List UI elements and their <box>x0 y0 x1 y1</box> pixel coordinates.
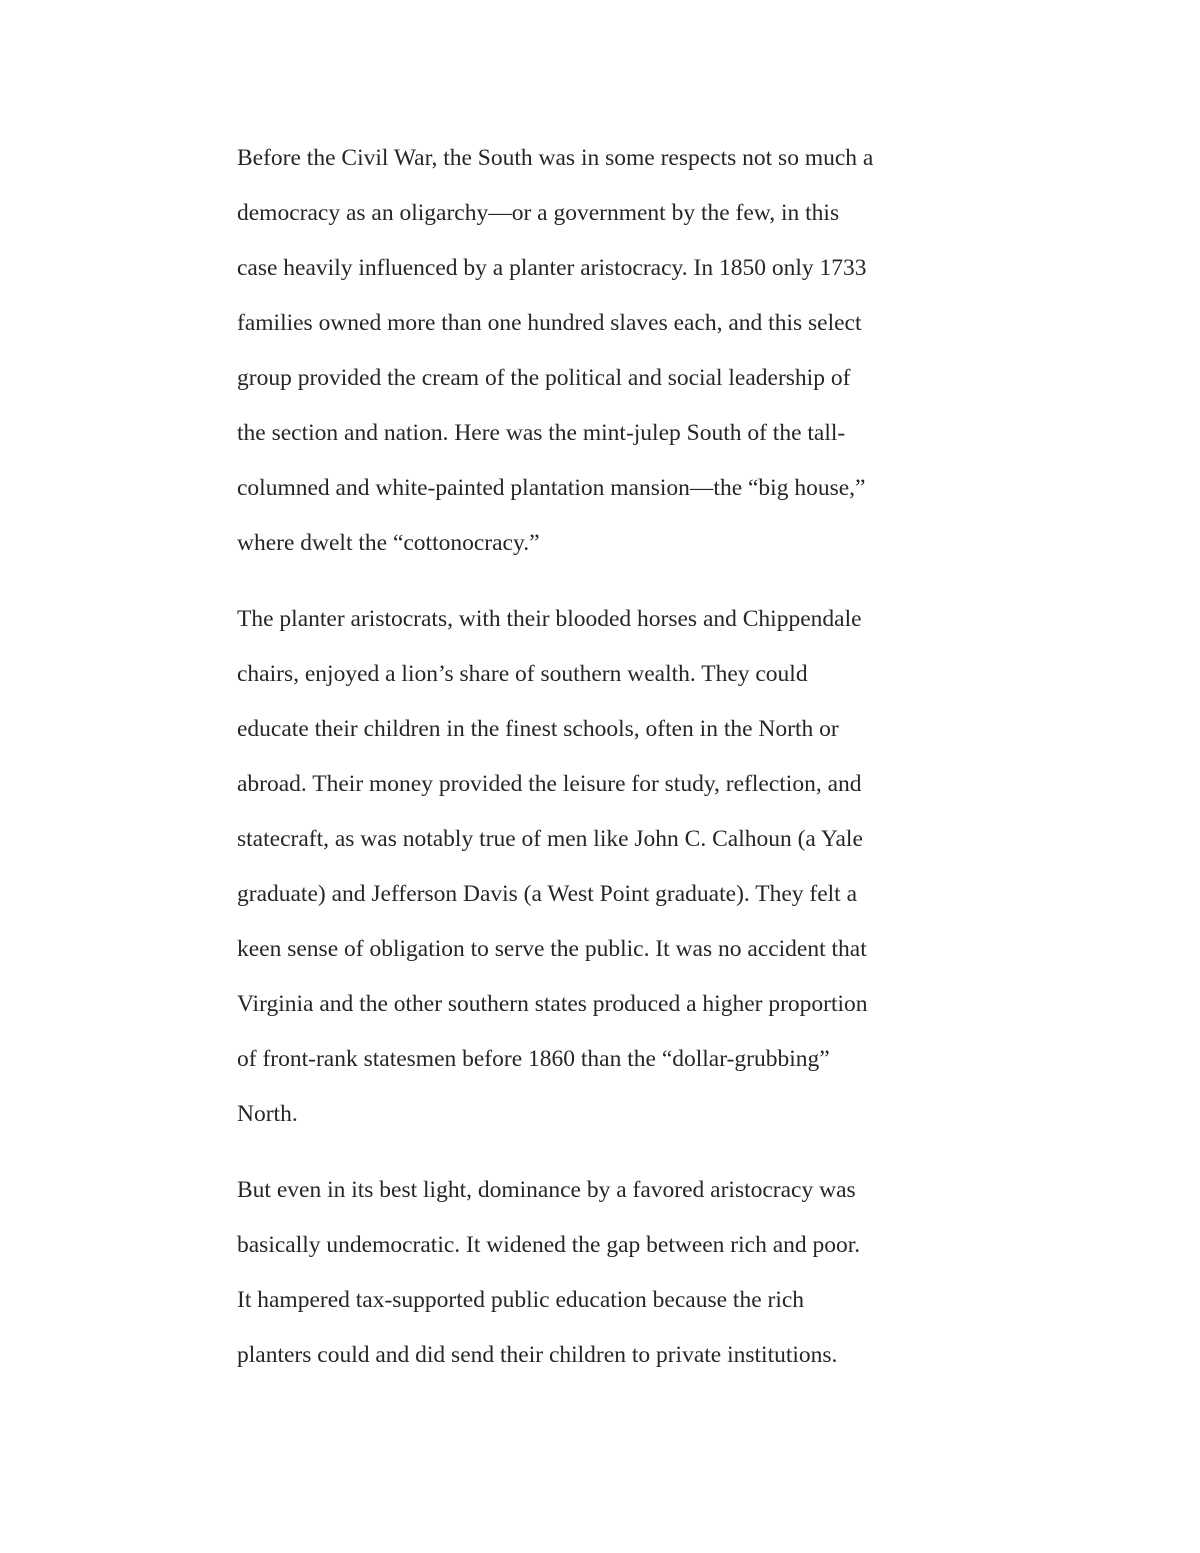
paragraph-2 <box>237 592 977 1142</box>
text-line: democracy as an oligarchy—or a government by the few, in this <box>237 200 840 226</box>
text-line: graduate) and Jefferson Davis (a West Point graduate). They felt a <box>237 881 857 907</box>
text-line: Virginia and the other southern states produced a higher proportion <box>237 991 868 1017</box>
text-line: group provided the cream of the political and social leadership of <box>237 365 851 391</box>
text-line: the section and nation. Here was the mint-julep South of the tall- <box>237 420 846 446</box>
text-line: where dwelt the “cottonocracy.” <box>237 530 540 556</box>
text-line: Before the Civil War, the South was in some respects not so much a <box>237 145 874 171</box>
text-line: families owned more than one hundred slaves each, and this select <box>237 310 862 336</box>
text-line: planters could and did send their children to private institutions. <box>237 1342 838 1368</box>
text-line: case heavily influenced by a planter aristocracy. In 1850 only 1733 <box>237 255 867 281</box>
text-line: basically undemocratic. It widened the gap between rich and poor. <box>237 1232 861 1258</box>
text-line: educate their children in the finest schools, often in the North or <box>237 716 839 742</box>
text-line: It hampered tax-supported public education because the rich <box>237 1287 805 1313</box>
paragraph-3 <box>237 1163 977 1383</box>
text-line: abroad. Their money provided the leisure for study, reflection, and <box>237 771 862 797</box>
text-line: of front-rank statesmen before 1860 than the “dollar-grubbing” <box>237 1046 830 1072</box>
text-line: statecraft, as was notably true of men like John C. Calhoun (a Yale <box>237 826 863 852</box>
text-line: chairs, enjoyed a lion’s share of southern wealth. They could <box>237 661 808 687</box>
text-line: The planter aristocrats, with their blooded horses and Chippendale <box>237 606 862 632</box>
text-line: But even in its best light, dominance by a favored aristocracy was <box>237 1177 856 1203</box>
text-line: keen sense of obligation to serve the public. It was no accident that <box>237 936 867 962</box>
text-line: North. <box>237 1101 298 1127</box>
text-line: columned and white-painted plantation mansion—the “big house,” <box>237 475 866 501</box>
paragraph-1 <box>237 131 977 571</box>
body-text <box>237 131 977 1404</box>
